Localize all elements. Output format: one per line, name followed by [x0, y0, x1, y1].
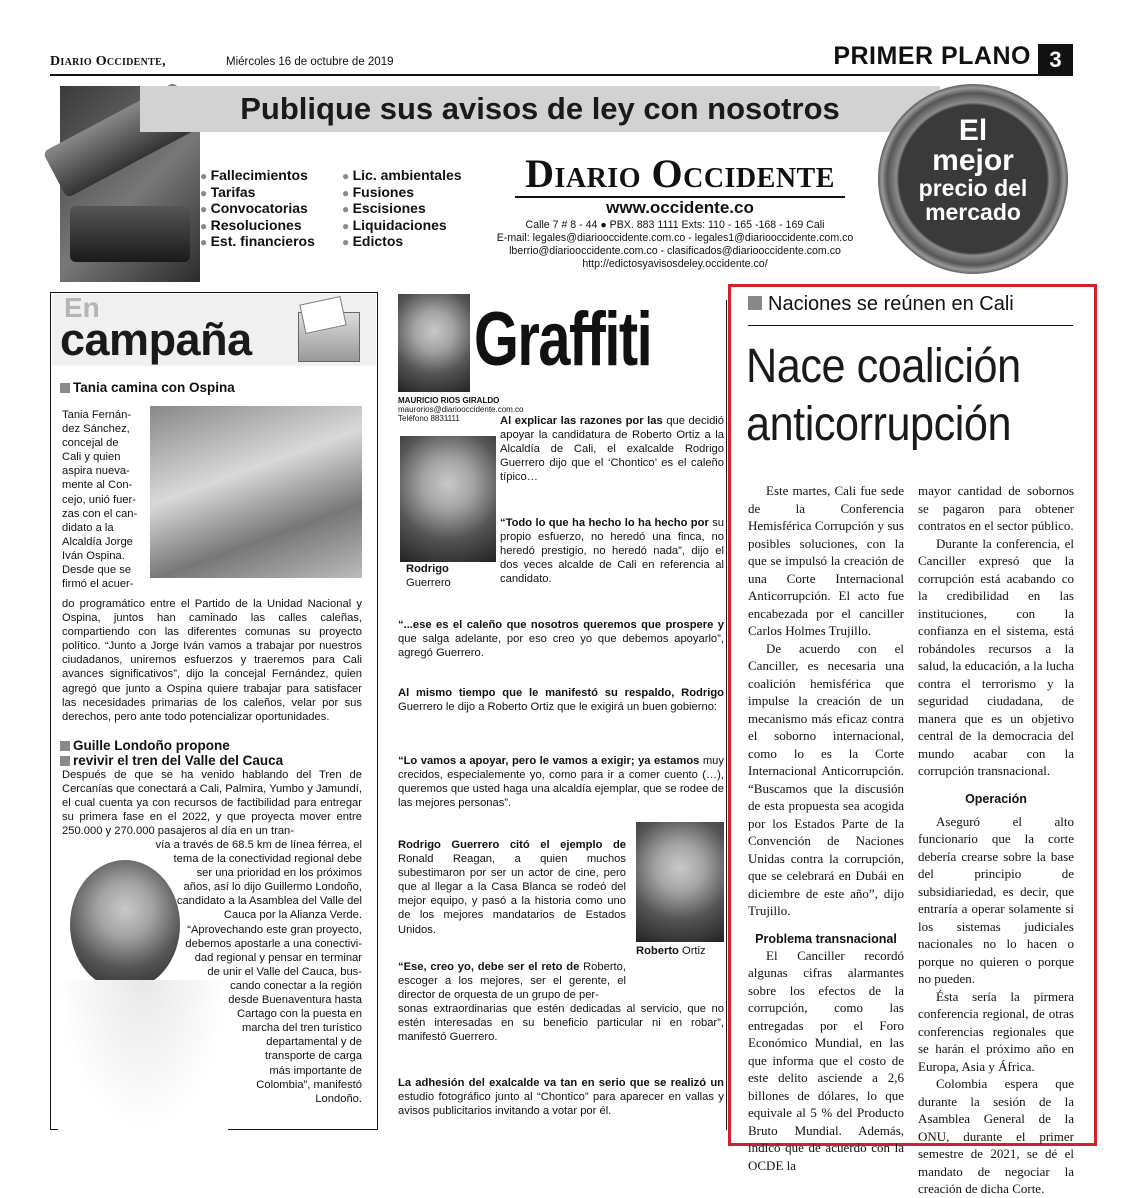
text-line: de unir el Valle del Cauca, bus-	[207, 965, 362, 978]
text-line: didato a la	[62, 521, 114, 534]
nace-paragraph: Este martes, Cali fue sede de la Conferencia Hemisférica Corrupción y sus posibles soluciones, con la que se impulsó la creación de una Corte Internacional Anticorrupción. El acto fue encabezada por el canciller Carlos Holmes Trujillo.	[748, 483, 904, 638]
graffiti-p6	[398, 838, 626, 937]
caption-name: Rodrigo	[406, 563, 449, 575]
text-line: debemos apostarle a una conectivi-	[185, 937, 362, 950]
ad-list-left	[200, 168, 315, 251]
paper-logo: Diario Occidente	[515, 152, 845, 198]
text-line: concejal de	[62, 437, 119, 450]
text-line: tema de la conectividad regional debe	[173, 853, 362, 866]
seal-line: El	[958, 114, 988, 147]
rodrigo-caption	[406, 562, 496, 590]
p3-lead: “...ese es el caleño que nosotros queremos que prospere y	[398, 619, 724, 631]
p7-lead: “Ese, creo yo, debe ser el reto de	[398, 961, 580, 973]
text-line: desde Buenaventura hasta	[228, 994, 362, 1007]
ad-contact	[460, 219, 890, 271]
ad-list-item: ● Fallecimientos	[200, 168, 315, 185]
text-line: cando conectar a la región	[230, 979, 362, 992]
columnist-photo	[398, 294, 470, 392]
issue-date: Miércoles 16 de octubre de 2019	[226, 56, 394, 68]
column-rule	[726, 300, 727, 1130]
graffiti-p8	[398, 1076, 724, 1118]
text-line: dad regional y pensar en terminar	[194, 951, 362, 964]
text-line: marcha del tren turístico	[241, 1022, 362, 1035]
text-line: años, así lo dijo Guillermo Londoño,	[183, 881, 362, 894]
columnist-email[interactable]: maurorios@diariooccidente.com.co	[398, 405, 524, 414]
text-line: “Aprovechando este gran proyecto,	[187, 923, 362, 936]
text-line: ser una prioridad en los próximos	[196, 867, 362, 880]
caption-last: Guerrero	[406, 577, 451, 590]
roberto-photo	[636, 822, 724, 942]
guille-body: Después de que se ha venido hablando del Tren de Cercanías que conectará a Cali, Palmira, Yumbo y Jamundí, el cual cuenta ya con recursos de factibilidad para entregar su primera fase en el 2022, y que proyecta mover entre 250.000 y 270.000 pasajeros al día en un tran-	[62, 769, 362, 838]
ad-list-item: ● Fusiones	[342, 185, 462, 202]
nace-col-a	[748, 482, 904, 1174]
graffiti-title: Graffiti	[474, 297, 652, 382]
tania-body: do programático entre el Partido de la Unidad Nacional y Ospina, juntos han caminado las calles caleñas, compartiendo con las diferentes comunas su proyecto político. “Junto a Jorge Iván vamos a trabajar por nuestros ciudadanos, uniremos esfuerzos y traeremos para Cali avances significativos”, dijo la concejal Fernández, quien agregó que junto a Ospina quiere trabajar para satisfacer las necesidades primarias de los caleños, velar por sus derechos, pero ante todo potencializar oportunidades.	[62, 598, 362, 723]
ad-list-right	[342, 168, 462, 251]
rodrigo-photo	[400, 436, 496, 562]
nace-col-b	[918, 482, 1074, 1198]
campana-header	[52, 294, 376, 366]
seal-line: precio del	[918, 175, 1028, 201]
ad-list-item: ● Resoluciones	[200, 218, 315, 235]
p2-rest: su propio esfuerzo, no heredó una finca, no heredó prestigio, no heredó nada”, dijo el dos veces alcalde de Cali en referencia al candidato.	[500, 517, 725, 586]
text-line: transporte de carga	[264, 1050, 362, 1063]
campana-title: campaña	[60, 314, 252, 365]
ad-list-item: ● Est. financieros	[200, 234, 315, 251]
text-line: departamental y de	[266, 1036, 362, 1049]
seal-text	[878, 116, 1068, 224]
masthead-rule	[50, 74, 1073, 76]
guille-kicker-1: Guille Londoño propone	[60, 738, 230, 753]
seal-line: mejor	[932, 144, 1014, 177]
text-line: Cali y quien	[62, 451, 121, 464]
p3-rest: que salga adelante, por eso creo yo que debemos apoyarlo”, agregó Guerrero.	[398, 633, 724, 660]
price-seal	[878, 84, 1068, 274]
p8-rest: estudio fotográfico junto al “Chontico” para aparecer en vallas y avisos publicitarios invitando a votar por él.	[398, 1091, 724, 1118]
text-line: Desde que se	[62, 564, 132, 577]
graffiti-p3	[398, 618, 724, 660]
legal-notices-ad	[60, 86, 940, 282]
p7-lead-rest: Roberto, escoger a los mejores, ser el gerente, el director de orquesta de un grupo de per-	[398, 961, 626, 1002]
graffiti-p4	[398, 686, 724, 714]
p2-lead: “Todo lo que ha hecho lo ha hecho por	[500, 517, 709, 529]
columnist-name: MAURICIO RIOS GIRALDO	[398, 396, 500, 405]
text-line: zas con el can-	[62, 507, 138, 520]
ad-list-item: ● Escisiones	[342, 201, 462, 218]
nace-paragraph: Aseguró el alto funcionario que la corte debería crearse sobre la base del principio de subsidiariedad, es decir, que entraría a operar solamente si los sistemas judiciales nacionales no lo hacen o porque no quieren o porque no pueden.	[918, 813, 1074, 986]
caption-name: Roberto	[636, 945, 679, 957]
text-line: Alcaldía Jorge	[62, 535, 133, 548]
guille-kicker-2-text: revivir el tren del Valle del Cauca	[73, 753, 284, 768]
nace-paragraph: mayor cantidad de sobornos se pagaron para obtener contratos en el sector público.	[918, 483, 1074, 533]
graffiti-p7-lead	[398, 960, 626, 1002]
ad-email-2[interactable]: lberrio@diariooccidente.com.co - clasificados@diariooccidente.com.co	[509, 245, 841, 257]
graffiti-p1	[500, 414, 724, 484]
text-line: más importante de	[269, 1064, 362, 1077]
guille-portrait	[70, 860, 180, 990]
text-line: Colombia”, manifestó	[256, 1078, 362, 1091]
nace-subhead-2: Operación	[965, 791, 1027, 806]
ad-list-item: ● Tarifas	[200, 185, 315, 202]
nace-kicker: Naciones se reúnen en Cali	[748, 293, 1014, 316]
roberto-caption	[636, 944, 726, 958]
ad-address: Calle 7 # 8 - 44 ● PBX. 883 1111 Exts: 110 - 165 -168 - 169 Cali	[525, 219, 825, 231]
ad-url[interactable]: www.occidente.co	[606, 198, 754, 217]
tania-kicker: Tania camina con Ospina	[60, 380, 235, 395]
text-line: dez Sánchez,	[62, 423, 130, 436]
p5-lead: “Lo vamos a apoyar, pero le vamos a exigir; ya estamos	[398, 755, 700, 767]
text-line: mente al Con-	[62, 479, 133, 492]
guille-kicker-2	[60, 753, 283, 768]
p6-lead: Rodrigo Guerrero citó el ejemplo de	[398, 839, 626, 851]
gavel-base	[70, 206, 190, 262]
text-line: firmó el acuer-	[62, 578, 134, 591]
text-line: cejo, unió fuer-	[62, 493, 137, 506]
guille-shirt	[58, 980, 228, 1130]
ad-list-item: ● Edictos	[342, 234, 462, 251]
text-line: vía a través de 68.5 km de línea férrea, el	[155, 839, 362, 851]
graffiti-p5	[398, 754, 724, 810]
p5-rest: muy crecidos, especialemente yo, como para ir a comer cuento (…), queremos que usted haga una alcaldía ejemplar, que se rodee de las mejores personas”.	[398, 755, 724, 810]
p1-rest: que decidió apoyar la candidatura de Roberto Ortiz a la Alcaldía de Cali, el exalcalde Rodrigo Guerrero dijo que el ‘Chontico’ es el caleño típico…	[500, 415, 724, 484]
nace-paragraph: Colombia espera que durante la sesión de la Asamblea General de la ONU, durante el primer semestre de 2021, se dé el mandato de negociar la creación de dicha Corte.	[918, 1076, 1074, 1196]
campana-en: En	[64, 292, 100, 323]
p1-lead: Al explicar las razones por las	[500, 415, 663, 427]
tania-wrap	[62, 408, 150, 591]
nace-rule	[748, 325, 1073, 326]
columnist-phone: Teléfono 8831111	[398, 414, 460, 423]
graffiti-p7: sonas extraordinarias que estén dedicadas al servicio, que no estén interesadas en su beneficio particular ni en robar”, manifestó Guerrero.	[398, 1003, 724, 1044]
p4-rest: Guerrero le dijo a Roberto Ortiz que le exigirá un buen gobierno:	[398, 701, 718, 714]
nace-paragraph: El Canciller recordó algunas cifras alarmantes sobre los efectos de la corrupción, como las entregadas por el Foro Económico Mundial, en las que informa que el costo de este delito asciende a 2,6 billones de dólares, lo que equivale al 5 % del Producto Bruto Mundial. Además, indicó que de acuerdo con la OCDE la	[748, 947, 904, 1173]
ad-headline: Publique sus avisos de ley con nosotros	[140, 86, 940, 132]
seal-line: mercado	[925, 199, 1021, 225]
ad-list-item: ● Lic. ambientales	[342, 168, 462, 185]
text-line: aspira nueva-	[62, 465, 130, 478]
nace-paragraph: De acuerdo con el Canciller, es necesaria una coalición hemisférica que impulse la creación de un mecanismo más eficaz contra el soborno internacional, como lo es la Corte Internacional Anticorrupción. “Buscamos que la discusión de esta propuesta sea acogida por los Estados Parte de la Convención de Naciones Unidas contra la corrupción, que se celebrará en Dubái en diciembre de este año”, dijo Trujillo.	[748, 640, 904, 918]
text-line: candidato a la Asamblea del Valle del	[176, 895, 362, 908]
p8-lead: La adhesión del exalcalde va tan en serio que se realizó un	[398, 1077, 724, 1089]
nace-headline: Nace coalición anticorrupción	[746, 340, 1021, 451]
p4-lead: Al mismo tiempo que le manifestó su respaldo, Rodrigo	[398, 687, 724, 699]
ad-list-item: ● Convocatorias	[200, 201, 315, 218]
text-line: Cauca por la Alianza Verde.	[223, 909, 362, 922]
ad-list-item: ● Liquidaciones	[342, 218, 462, 235]
text-line: Iván Ospina.	[62, 549, 125, 562]
ad-web[interactable]: http://edictosyavisosdeley.occidente.co/	[582, 258, 768, 270]
nace-subhead-1: Problema transnacional	[755, 931, 897, 946]
text-line: Cartago con la puesta en	[236, 1008, 362, 1021]
text-line: Londoño.	[315, 1092, 362, 1105]
text-line: Tania Fernán-	[62, 409, 132, 421]
p6-rest: Ronald Reagan, a quien muchos subestimaron por ser un actor de cine, pero que al llegar a la Casa Blanca se rodeó del mejor equipo, y pasó a la historia como uno de los mejores mandatarios de Estados Unidos.	[398, 853, 626, 936]
ad-email-1[interactable]: E-mail: legales@diariooccidente.com.co - legales1@diariooccidente.com.co	[496, 232, 854, 244]
page-number: 3	[1038, 44, 1073, 76]
paper-name: Diario Occidente,	[50, 54, 166, 69]
tania-crowd-photo	[150, 406, 362, 578]
graffiti-p2	[500, 516, 724, 586]
nace-paragraph: Durante la conferencia, el Canciller expresó que la corrupción está acabando co la credibilidad en las instituciones, con la confianza en el sistema, está robándoles recursos a la salud, la educación, a la lucha contra el terrorismo y la seguridad ciudadana, de manera que es un objetivo central de la democracia del mundo acabar con la corrupción transnacional.	[918, 535, 1074, 778]
nace-paragraph: Ésta sería la pirmera conferencia regional, de otras conferencias regionales que se harán el próximo año en Europa, Asia y África.	[918, 988, 1074, 1074]
caption-last: Ortiz	[682, 945, 706, 957]
section-title: PRIMER PLANO	[833, 42, 1031, 70]
